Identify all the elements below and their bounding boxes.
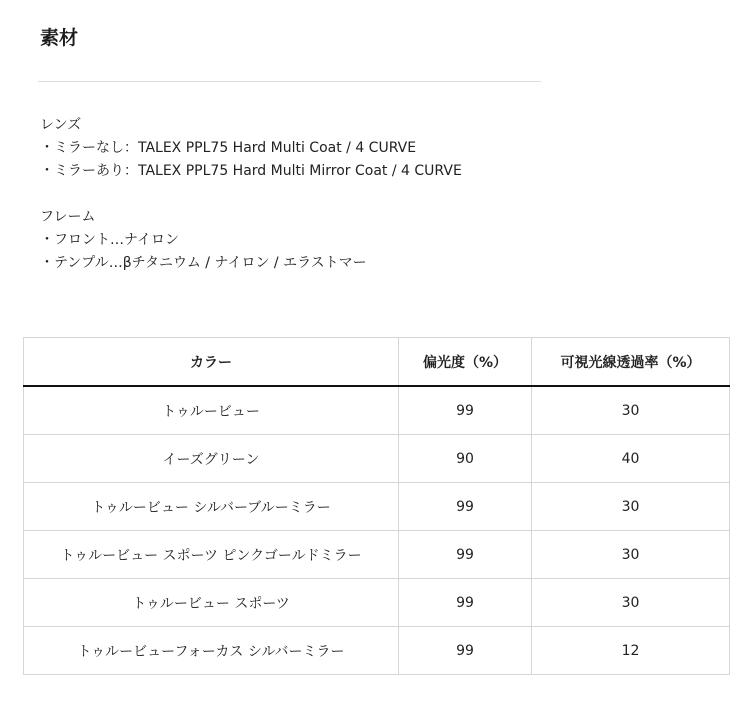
color-spec-table — [23, 337, 730, 675]
cell-color: トゥルービュー スポーツ — [24, 579, 399, 627]
table-row — [24, 579, 730, 627]
cell-color: イーズグリーン — [24, 435, 399, 483]
cell-polarization: 99 — [399, 579, 532, 627]
header-transmittance: 可視光線透過率（%） — [532, 338, 730, 387]
table-row — [24, 627, 730, 675]
table-row — [24, 531, 730, 579]
frame-item-temple: ・テンプル…βチタニウム / ナイロン / エラストマー — [40, 255, 367, 271]
table-header-row — [24, 338, 730, 387]
cell-transmittance: 30 — [532, 531, 730, 579]
cell-polarization: 99 — [399, 627, 532, 675]
cell-color: トゥルービューフォーカス シルバーミラー — [24, 627, 399, 675]
cell-polarization: 90 — [399, 435, 532, 483]
lens-materials — [40, 114, 462, 183]
table-row — [24, 483, 730, 531]
lens-heading: レンズ — [40, 117, 82, 133]
header-color: カラー — [24, 338, 399, 387]
frame-heading: フレーム — [40, 209, 96, 225]
cell-transmittance: 12 — [532, 627, 730, 675]
frame-materials — [40, 206, 462, 275]
lens-item-no-mirror: ・ミラーなし：TALEX PPL75 Hard Multi Coat / 4 CURVE — [40, 140, 417, 156]
cell-transmittance: 30 — [532, 579, 730, 627]
cell-transmittance: 30 — [532, 386, 730, 435]
cell-polarization: 99 — [399, 531, 532, 579]
cell-color: トゥルービュー シルバーブルーミラー — [24, 483, 399, 531]
materials-block — [40, 114, 462, 275]
header-polarization: 偏光度（%） — [399, 338, 532, 387]
frame-item-front: ・フロント…ナイロン — [40, 232, 180, 248]
cell-transmittance: 30 — [532, 483, 730, 531]
cell-polarization: 99 — [399, 483, 532, 531]
table-row — [24, 386, 730, 435]
section-title: 素材 — [40, 27, 79, 49]
cell-transmittance: 40 — [532, 435, 730, 483]
cell-polarization: 99 — [399, 386, 532, 435]
cell-color: トゥルービュー スポーツ ピンクゴールドミラー — [24, 531, 399, 579]
lens-item-mirror: ・ミラーあり：TALEX PPL75 Hard Multi Mirror Coat / 4 CURVE — [40, 163, 462, 179]
cell-color: トゥルービュー — [24, 386, 399, 435]
table-row — [24, 435, 730, 483]
section-divider — [38, 81, 541, 82]
